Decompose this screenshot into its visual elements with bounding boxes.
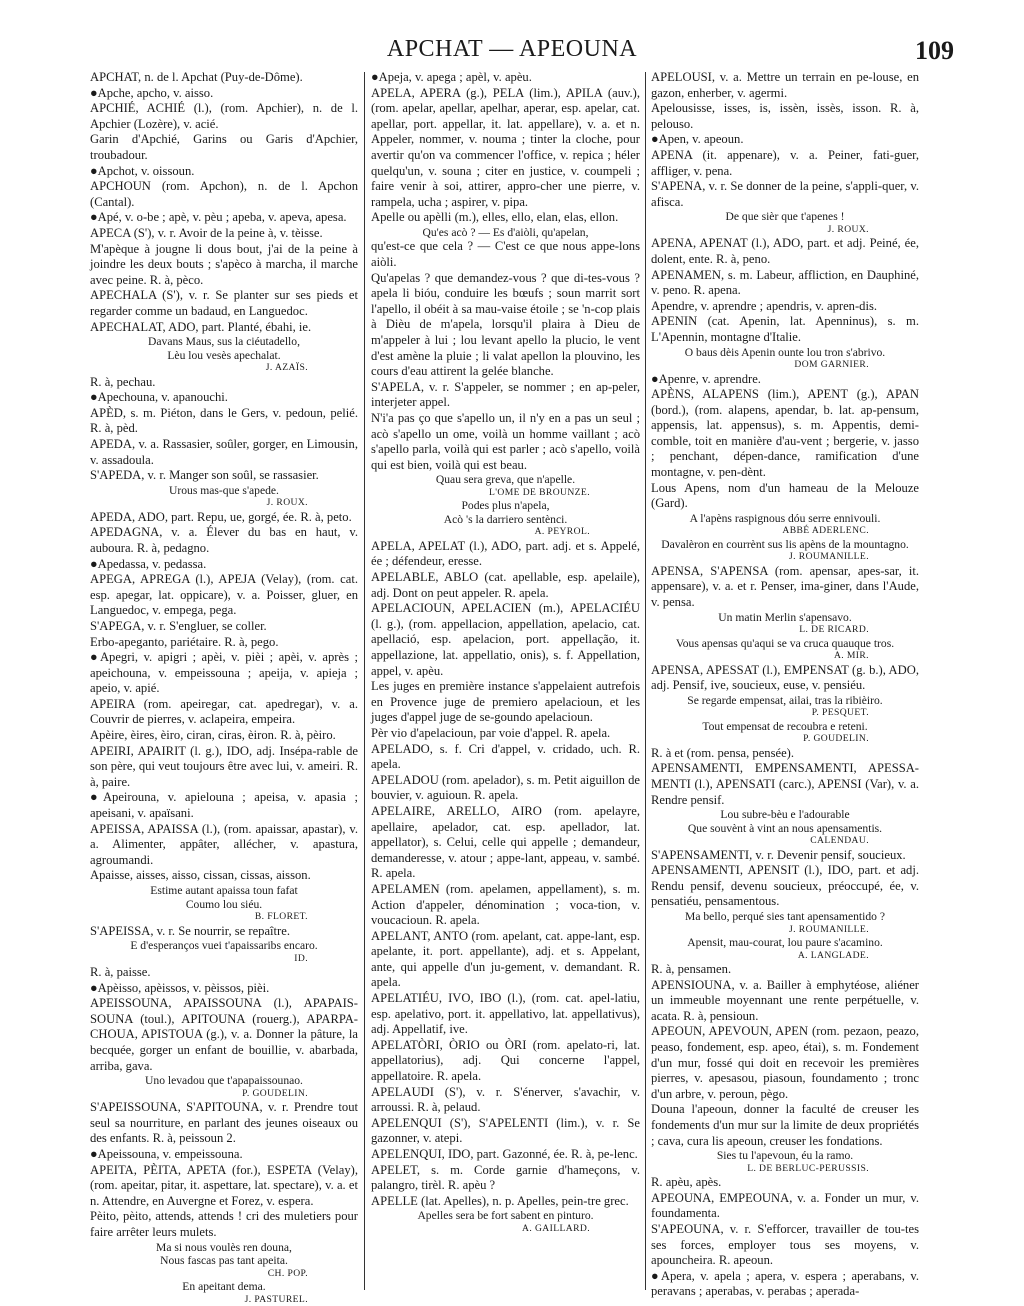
attribution: L'OME DE BROUNZE. xyxy=(489,486,590,498)
entry-paragraph: APELANT, ANTO (rom. apelant, cat. appe-lant, esp. apelante, it. port. appellante), adj. et s. Appelant, ante, qui appelle d'un ju-gement, v. demandant. R. apela. xyxy=(371,928,640,990)
entry-paragraph: S'APEDA, v. r. Manger son soûl, se rassasier. xyxy=(90,468,319,483)
entry-paragraph: S'APENSAMENTI, v. r. Devenir pensif, soucieux. xyxy=(651,847,906,862)
attribution: J. ROUX. xyxy=(827,223,869,235)
entry-paragraph: APENA, APENAT (l.), ADO, part. et adj. Peiné, ée, dolent, ente. R. à, peno. xyxy=(651,236,919,266)
entry-paragraph: S'APEGA, v. r. S'engluer, se coller. xyxy=(90,618,267,633)
attribution: L. DE RICARD. xyxy=(799,624,869,636)
quotation-line: Ma bello, perqué sies tant apensamentido ? xyxy=(685,910,885,924)
entry-paragraph: ●Apegri, v. apigri ; apèi, v. pièi ; apèi, v. après ; apeichouna, v. empeissouna ; apeija, v. apieja ; apeio, v. apié. xyxy=(90,650,358,696)
entry-paragraph: APENSIOUNA, v. a. Bailler à emphytéose, aliéner un immeuble moyennant une rente perpétuelle, v. acata. R. à, pensioun. xyxy=(651,977,919,1023)
entry-paragraph: APELENQUI (S'), S'APELENTI (lim.), v. r. Se gazonner, v. atepi. xyxy=(371,1115,640,1146)
entry-paragraph: R. à et (rom. pensa, pensée). xyxy=(651,745,795,760)
entry-paragraph: Erbo-apeganto, pariétaire. R. à, pego. xyxy=(90,634,279,649)
entry-paragraph: APELENQUI, IDO, part. Gazonné, ée. R. à, pe-lenc. xyxy=(371,1147,638,1161)
entry-paragraph: qu'est-ce que cela ? — C'est ce que nous appe-lons aiòli. xyxy=(371,239,640,270)
entry-paragraph: S'APEOUNA, v. r. S'efforcer, travailler de tou-tes ses forces, employer tous ses moyens, v. apouncheira. R. apeoun. xyxy=(651,1221,919,1268)
attribution: CALENDAU. xyxy=(810,835,869,847)
entry-paragraph: APEISSA, APAISSA (l.), (rom. apaissar, apastar), v. a. Alimenter, appâter, allécher, v. apastura, agroumandi. xyxy=(90,821,358,867)
quotation-line: Urous mas-que s'apede. xyxy=(169,483,279,497)
entry-paragraph: APÈNS, ALAPENS (lim.), APENT (g.), APAN (bord.), (rom. alapens, apendar, b. lat. ap-pensum, appensis, lat. appensus), s. m. Appentis, demi-comble, toit en manière d'au-vent ; bergerie, v. jasso ; penchant, dépen-dance, ramification d'une montagne, v. pen-dènt. xyxy=(651,387,919,480)
quotation-line: Lèu lou vesès apechalat. xyxy=(167,348,281,362)
entry-paragraph: Lous Apens, nom d'un hameau de la Melouze (Gard). xyxy=(651,480,919,511)
entry-paragraph: APELACIOUN, APELACIEN (m.), APELACIÉU (l. g.), (rom. appellacion, appellation, apelacio, cat. apellació, esp. apelacion, port. appellação, it. appellazione, lat. appellatio, onis), s. f. Appellation, appel, v. apèu. xyxy=(371,601,640,678)
entry-paragraph: ●Apèisso, apèissos, v. pèissos, pièi. xyxy=(90,980,270,995)
entry-paragraph: R. à, pensamen. xyxy=(651,962,732,977)
quotation-line: Que souvènt à vint an nous apensamentis. xyxy=(687,821,883,835)
attribution: J. ROUMANILLE. xyxy=(789,923,869,935)
entry-paragraph: APENSAMENTI, EMPENSAMENTI, APESSA-MENTI (l.), APENSATI (carc.), APENSI (Var), v. a. Rendre pensif. xyxy=(651,761,919,807)
entry-paragraph: ●Apeirouna, v. apielouna ; apeisa, v. apasia ; apeisani, v. apaïsani. xyxy=(90,790,358,821)
entry-paragraph: Les juges en première instance s'appelaient autrefois en Provence juge de premiero apelacioun, et les juges d'appel juge de se-goundo apelacioun. xyxy=(371,679,640,725)
entry-paragraph: APELOUSI, v. a. Mettre un terrain en pe-louse, en gazon, enherber, v. agermi. xyxy=(651,70,919,100)
entry-paragraph: M'apèque à jougne li dous bout, j'ai de la peine à joindre les deux bouts ; s'apèco à marcha, il marche avec peine. R. à, pèco. xyxy=(90,241,358,287)
entry-paragraph: APELAMEN (rom. apelamen, appellament), s. m. Action d'appeler, dénomination ; voca-tion, v. voucacioun. R. apela. xyxy=(371,881,640,928)
entry-paragraph: APELATIÉU, IVO, IBO (l.), (rom. cat. apel-latiu, esp. apelativo, port. it. appellativo, lat. appellativus), adj. Appellatif, ive. xyxy=(371,991,640,1037)
entry-paragraph: APEDAGNA, v. a. Élever du bas en haut, v. auboura. R. à, pedagno. xyxy=(90,525,358,555)
attribution: J. ROUMANILLE. xyxy=(789,551,869,563)
entry-paragraph: APELAIRE, ARELLO, AIRO (rom. apelayre, apellaire, apelador, cat. esp. apellador, lat. appellator), s. Celui, celle qui appelle ; demandeur, demanderesse, v. atour ; appe-lant, appeau, v. sambé. R. apela. xyxy=(371,803,640,881)
attribution: P. PESQUET. xyxy=(811,707,869,719)
quotation-line: Tout empensat de recoubra e reteni. xyxy=(702,719,868,733)
entry-paragraph: APECA (S'), v. r. Avoir de la peine à, v. tèisse. xyxy=(90,225,323,240)
entry-paragraph: APENIN (cat. Apenin, lat. Apenninus), s. m. L'Apennin, montagne d'Italie. xyxy=(651,314,919,344)
entry-paragraph: APENSAMENTI, APENSIT (l.), IDO, part. et adj. Rendu pensif, devenu soucieux, préoccupé, ée, v. pensatiéu, pensamentous. xyxy=(651,863,919,909)
page-title: APCHAT — APEOUNA xyxy=(386,36,638,62)
entry-paragraph: ●Apchot, v. oissoun. xyxy=(90,163,195,178)
entry-paragraph: Apendre, v. aprendre ; apendris, v. apren-dis. xyxy=(651,298,878,313)
entry-paragraph: ●Apedassa, v. pedassa. xyxy=(90,556,207,571)
entry-paragraph: ●Apche, apcho, v. aisso. xyxy=(90,85,214,100)
entry-paragraph: APECHALAT, ADO, part. Planté, ébahi, ie. xyxy=(90,319,312,334)
entry-paragraph: APEITA, PÈITA, APETA (for.), ESPETA (Velay), (rom. apeitar, pitar, it. aspettare, lat. spectare), v. a. et n. Attendre, en Auvergne et Forez, v. espera. xyxy=(90,1162,358,1208)
quotation-line: De que sièr que t'apenes ! xyxy=(725,210,845,224)
quotation-line: Qu'es acò ? — Es d'aiòli, qu'apelan, xyxy=(422,225,589,239)
entry-paragraph: APEOUNA, EMPEOUNA, v. a. Fonder un mur, v. foundamenta. xyxy=(651,1190,919,1221)
attribution: B. FLORET. xyxy=(254,911,308,922)
entry-paragraph: APECHALA (S'), v. r. Se planter sur ses pieds et regarder comme un badaud, en Languedoc. xyxy=(90,288,358,318)
entry-paragraph: APELA, APERA (g.), PELA (lim.), APILA (auv.), (rom. apelar, apellar, apelhar, aperar, esp. apelar, cat. apellar, port. appellar, it. lat. appellare), v. a. et n. Appeler, nommer, v. nouma ; tinter la cloche, pour avertir qu'on va commencer l'office, v. repica ; héler quelqu'un, v. souna ; citer en justice, v. coumpeli ; faire venir à soi, attirer, appro-cher une pierre, v. rampela, ucha ; aspirer, v. pipa. xyxy=(371,85,640,209)
quotation-line: E d'esperanços vuei t'apaissaribs encaro. xyxy=(130,939,318,953)
entry-paragraph: APEDA, ADO, part. Repu, ue, gorgé, ée. R. à, peto. xyxy=(90,509,352,524)
attribution: CH. POP. xyxy=(267,1267,308,1279)
quotation-line: Podes plus n'apela, xyxy=(461,499,550,513)
entry-paragraph: Apaisse, aisses, aisso, cissan, cissas, aisson. xyxy=(90,868,311,883)
entry-paragraph: Apèire, èires, èiro, ciran, ciras, èiron. R. à, pèiro. xyxy=(90,728,336,743)
entry-paragraph: ●Apera, v. apela ; apera, v. espera ; aperabans, v. peravans ; aperabas, v. perabas ; aperada- xyxy=(651,1268,919,1299)
quotation-line: Un matin Merlin s'apensavo. xyxy=(718,610,852,624)
entry-paragraph: R. à, paisse. xyxy=(90,965,151,980)
entry-paragraph: Apelousisse, isses, is, issèn, issès, isson. R. à, pelouso. xyxy=(651,101,919,131)
attribution: J. PASTUREL. xyxy=(244,1293,308,1305)
entry-paragraph: ●Apeja, v. apega ; apèl, v. apèu. xyxy=(371,70,532,84)
quotation-line: Davalèron en courrènt sus lis apèns de la mountagno. xyxy=(661,537,909,551)
attribution: A. GAILLARD. xyxy=(522,1222,590,1234)
entry-paragraph: S'APEISSA, v. r. Se nourrir, se repaître. xyxy=(90,923,290,938)
entry-paragraph: APÈD, s. m. Piéton, dans le Gers, v. pedoun, pelié. R. à, pèd. xyxy=(90,405,358,436)
entry-paragraph: APENA (it. appenare), v. a. Peiner, fati-guer, affliger, v. pena. xyxy=(651,147,919,178)
entry-paragraph: APEOUN, APEVOUN, APEN (rom. pezaon, peazo, peaso, fondement, esp. apeo, étai), s. m. Fondement d'un mur, fossé qui doit en recevoir les premières pierres, v. apesasou, piasoun, foundamento ; tronc d'un arbre, v. peroun, pègo. xyxy=(651,1024,919,1101)
entry-paragraph: APEISSOUNA, APAISSOUNA (l.), APAPAIS-SOUNA (toul.), APITOUNA (rouerg.), APARPA-CHOUA, APISTOUA (g.), v. a. Donner la pâture, la becquée, gorger un enfant de bouillie, v. abarbada, arriba, gava. xyxy=(90,996,358,1073)
entry-paragraph: APEGA, APREGA (l.), APEJA (Velay), (rom. cat. esp. apegar, lat. oppicare), v. a. Poisser, gluer, en Languedoc, v. empega, pega. xyxy=(90,572,358,618)
entry-paragraph: R. à, pechau. xyxy=(90,374,156,389)
entry-paragraph: APCHIÉ, ACHIÉ (l.), (rom. Apchier), n. de l. Apchier (Lozère), v. acié. xyxy=(90,101,358,131)
quotation-line: Nous fascas pas tant apeita. xyxy=(160,1254,288,1268)
entry-paragraph: S'APELA, v. r. S'appeler, se nommer ; en ap-peler, interjeter appel. xyxy=(371,379,640,410)
entry-paragraph: Pèr vio d'apelacioun, par voie d'appel. R. apela. xyxy=(371,725,611,740)
entry-paragraph: Pèito, pèito, attends, attends ! cri des muletiers pour faire arrêter leurs mulets. xyxy=(90,1209,358,1239)
quotation-line: En apeitant dema. xyxy=(182,1280,266,1294)
entry-paragraph: APELAUDI (S'), v. r. S'énerver, s'avachir, v. arroussi. R. à, pelaud. xyxy=(371,1084,640,1115)
quotation-line: Coumo lou siéu. xyxy=(185,897,263,911)
entry-paragraph: APCHOUN (rom. Apchon), n. de l. Apchon (Cantal). xyxy=(90,179,358,209)
quotation-line: Quau sera greva, que n'apelle. xyxy=(435,473,576,487)
quotation-line: Vous apensas qu'aqui se va cruca quauque tros. xyxy=(675,636,895,650)
entry-paragraph: APENSA, S'APENSA (rom. apensar, apes-sar, it. appensare), v. a. et r. Penser, ima-giner, dans l'Aude, v. pensa. xyxy=(651,563,919,610)
entry-paragraph: ●Apeissouna, v. empeissouna. xyxy=(90,1147,243,1162)
entry-paragraph: APELET, s. m. Corde garnie d'hameçons, v. palangro, tirèl. R. apèu ? xyxy=(371,1162,640,1193)
entry-paragraph: ●Apé, v. o-be ; apè, v. pèu ; apeba, v. apeva, apesa. xyxy=(90,210,347,225)
quotation-line: Davans Maus, sus la ciéutadello, xyxy=(148,335,300,349)
entry-paragraph: APEIRI, APAIRIT (l. g.), IDO, adj. Insépa-rable de son père, qui veut toujours être avec lui, v. ameiri. R. à, paire. xyxy=(90,743,358,789)
quotation-line: O baus dèis Apenin ounte lou tron s'abrivo. xyxy=(684,345,886,359)
entry-paragraph: S'APEISSOUNA, S'APITOUNA, v. r. Prendre tout seul sa nourriture, en parlant des jeunes oiseaux ou des enfants. R. à, peissoun 2. xyxy=(90,1100,358,1146)
text-column-left xyxy=(90,70,358,1305)
quotation-line: A l'apèns raspignous dóu serre ennivouli. xyxy=(689,511,881,525)
attribution: ABBÉ ADERLENC. xyxy=(782,525,869,537)
entry-paragraph: N'i'a pas ço que s'apello un, il n'y en a pas un seul ; acò s'apello un ome, voilà un homme vaillant ; acò s'apello parla, voilà qui est parler ; acò s'apello, voilà qui est bien, voilà qui est beau. xyxy=(371,410,640,472)
attribution: P. GOUDELIN. xyxy=(803,733,869,745)
entry-paragraph: ●Apenre, v. aprendre. xyxy=(651,371,761,386)
entry-paragraph: APELATÒRI, ÒRIO ou ÒRI (rom. apelato-ri, lat. appellatorius), adj. Qui concerne l'appel, appellatoire. R. apela. xyxy=(371,1037,640,1084)
entry-paragraph: APELA, APELAT (l.), ADO, part. adj. et s. Appelé, ée ; défendeur, eresse. xyxy=(371,538,640,569)
entry-paragraph: Qu'apelas ? que demandez-vous ? que di-tes-vous ? apela li bióu, conduire les bœufs ; soun marrit sort l'apello, il obéit à sa mau-vaise étoile ; se 'n-cop plais à Dièu de m'apela, lorsqu'il plaira à Dieu de m'appeler à lui ; lou levant apello la plucio, le vent d'est amène la pluie ; li valat apellon la plouvino, les cours d'eau attirent la gelée blanche. xyxy=(371,270,640,379)
entry-paragraph: APEIRA (rom. apeiregar, cat. apedregar), v. a. Couvrir de pierres, v. aclapeira, empeira. xyxy=(90,696,358,727)
entry-paragraph: R. apèu, apès. xyxy=(651,1175,722,1190)
entry-paragraph: APCHAT, n. de l. Apchat (Puy-de-Dôme). xyxy=(90,70,303,84)
entry-paragraph: APELABLE, ABLO (cat. apellable, esp. apelaile), adj. Dont on peut appeler. R. apela. xyxy=(371,570,640,600)
entry-paragraph: ●Apechouna, v. apanouchi. xyxy=(90,390,228,405)
entry-paragraph: Garin d'Apchié, Garins ou Garis d'Apchier, troubadour. xyxy=(90,132,358,162)
attribution: L. DE BERLUC-PERUSSIS. xyxy=(747,1162,869,1174)
text-column-right xyxy=(651,70,919,1299)
entry-paragraph: APENSA, APESSAT (l.), EMPENSAT (g. b.), ADO, adj. Pensif, ive, soucieux, euse, v. pensiéu. xyxy=(651,662,919,693)
entry-paragraph: APENAMEN, s. m. Labeur, affliction, en Dauphiné, v. peno. R. apena. xyxy=(651,267,919,298)
attribution: J. AZAÏS. xyxy=(265,362,308,374)
column-rule xyxy=(645,72,646,1290)
quotation-line: Estime autant apaissa toun fafat xyxy=(150,884,298,897)
quotation-line: Uno levadou que t'apapaissounao. xyxy=(145,1074,303,1088)
entry-paragraph: APELLE (lat. Apelles), n. p. Apelles, pein-tre grec. xyxy=(371,1193,629,1208)
entry-paragraph: ●Apen, v. apeoun. xyxy=(651,132,744,147)
attribution: A. MIR. xyxy=(833,650,869,662)
attribution: P. GOUDELIN. xyxy=(242,1087,308,1099)
quotation-line: Apensit, mau-courat, lou paure s'acamino. xyxy=(687,936,883,950)
entry-paragraph: APEDA, v. a. Rassasier, soûler, gorger, en Limousin, v. assadoula. xyxy=(90,436,358,467)
attribution: DOM GARNIER. xyxy=(794,359,869,370)
text-column-middle xyxy=(371,70,640,1292)
column-rule xyxy=(364,72,365,1290)
entry-paragraph: Apelle ou apèlli (m.), elles, ello, elan, elas, ellon. xyxy=(371,210,619,225)
entry-paragraph: APELADO, s. f. Cri d'appel, v. cridado, uch. R. apela. xyxy=(371,741,640,772)
quotation-line: Sies tu l'apevoun, éu la ramo. xyxy=(716,1149,854,1163)
quotation-line: Se regarde empensat, ailai, tras la ribièiro. xyxy=(687,693,883,707)
attribution: A. PEYROL. xyxy=(534,526,590,538)
attribution: ID. xyxy=(294,952,308,964)
quotation-line: Lou subre-bèu e l'adourable xyxy=(720,808,850,822)
entry-paragraph: APELADOU (rom. apelador), s. m. Petit aiguillon de bouvier, v. aguioun. R. apela. xyxy=(371,772,640,803)
quotation-line: Acò 's la darriero sentènci. xyxy=(443,512,568,526)
quotation-line: Apelles sera be fort sabent en pinturo. xyxy=(417,1209,594,1223)
attribution: A. LANGLADE. xyxy=(797,949,869,961)
entry-paragraph: S'APENA, v. r. Se donner de la peine, s'appli-quer, v. afisca. xyxy=(651,179,919,209)
page-number: 109 xyxy=(915,36,954,65)
attribution: J. ROUX. xyxy=(266,497,308,509)
quotation-line: Ma si nous voulès ren douna, xyxy=(156,1240,292,1254)
entry-paragraph: Douna l'apeoun, donner la faculté de creuser les fondements d'un mur sur la limite de deux propriétés ; cava, cura lis apeoun, creuser les fondations. xyxy=(651,1102,919,1148)
